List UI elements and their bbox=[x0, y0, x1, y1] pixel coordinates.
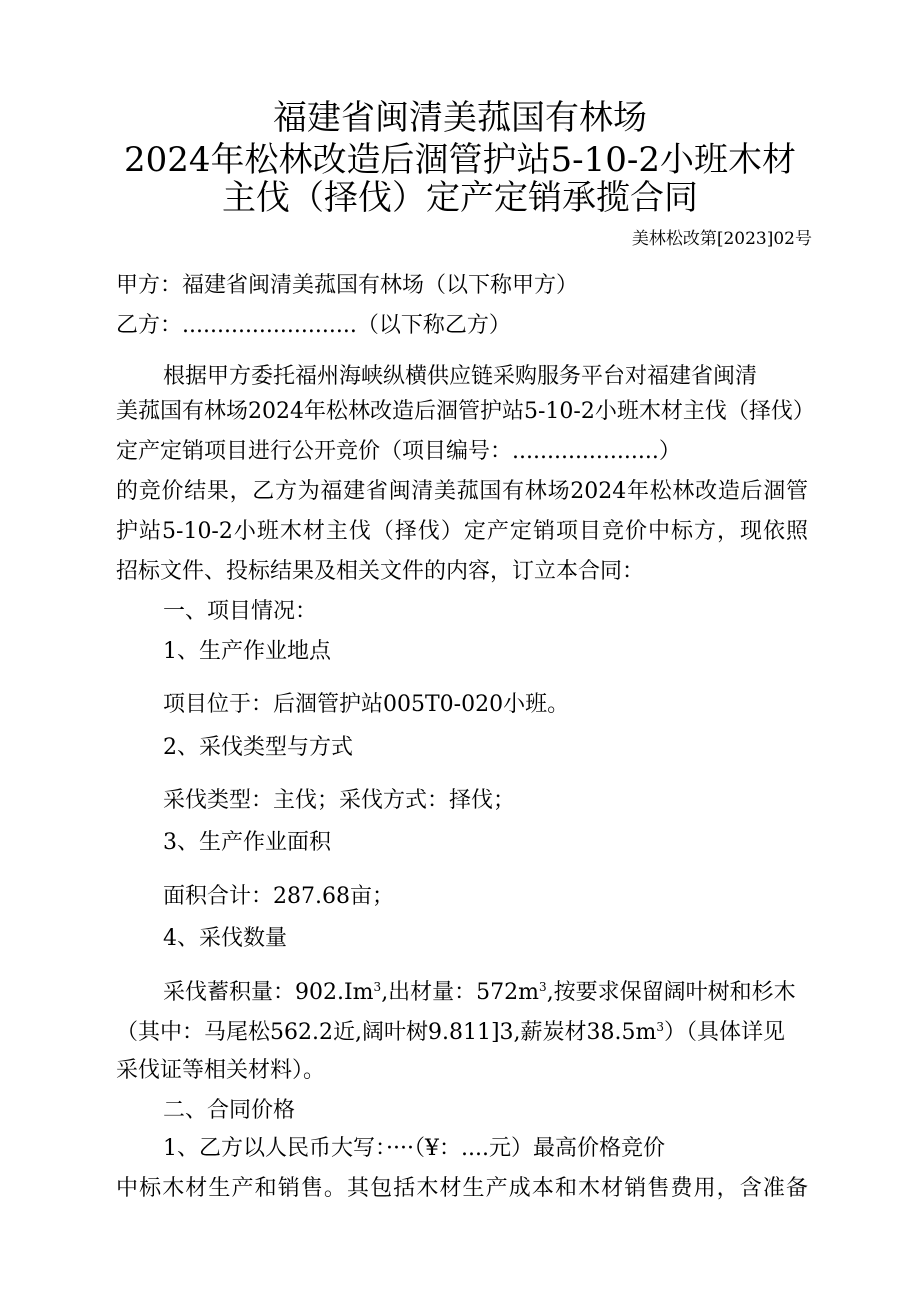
intro-line-3: 定产定销项目进行公开竞价（项目编号：.....................） bbox=[116, 439, 681, 464]
party-b: 乙方：.........................（以下称乙方） bbox=[116, 313, 511, 338]
item-1-text: 项目位于：后涸管护站005T0-020小班。 bbox=[163, 692, 570, 717]
item-4-line-1 bbox=[163, 978, 796, 1008]
intro-line-6: 招标文件、投标结果及相关文件的内容，订立本合同： bbox=[116, 559, 645, 584]
felling-volume-text: 采伐蓄积量：902.Im bbox=[163, 980, 374, 1005]
intro-line-2: 美菰国有林场2024年松林改造后涸管护站5-10-2小班木材主伐（择伐） bbox=[116, 399, 815, 424]
intro-line-1: 根据甲方委托福州海峡纵横供应链采购服务平台对福建省闽清 bbox=[163, 364, 758, 389]
intro-line-4: 的竞价结果，乙方为福建省闽清美菰国有林场2024年松林改造后涸管 bbox=[116, 479, 808, 504]
section-1-heading: 一、项目情况： bbox=[163, 599, 318, 624]
details-reference-text: ）（具体详见 bbox=[664, 1020, 786, 1045]
price-line-1: 1、乙方以人民币大写：····（¥：....元）最高价格竞价 bbox=[163, 1136, 665, 1161]
item-4-heading: 4、采伐数量 bbox=[163, 926, 287, 951]
item-4-line-2 bbox=[116, 1018, 785, 1048]
title-line-1: 福建省闽清美菰国有林场 bbox=[273, 98, 647, 138]
item-3-heading: 3、生产作业面积 bbox=[163, 830, 331, 855]
item-2-text: 采伐类型：主伐；采伐方式：择伐； bbox=[163, 788, 516, 813]
superscript-3: 3 bbox=[373, 980, 382, 994]
party-a: 甲方：福建省闽清美菰国有林场（以下称甲方） bbox=[116, 273, 579, 298]
item-2-heading: 2、采伐类型与方式 bbox=[163, 735, 353, 760]
document-number: 美林松改第[2023]02号 bbox=[631, 229, 812, 249]
superscript-3: 3 bbox=[656, 1020, 665, 1034]
intro-line-5: 护站5-10-2小班木材主伐（择伐）定产定销项目竞价中标方，现依照 bbox=[116, 519, 808, 544]
superscript-3: 3 bbox=[539, 980, 547, 994]
title-line-2: 2024年松林改造后涸管护站5-10-2小班木材 bbox=[123, 140, 797, 180]
item-3-text: 面积合计：287.68亩； bbox=[163, 884, 394, 909]
item-1-heading: 1、生产作业地点 bbox=[163, 639, 331, 664]
title-line-3: 主伐（择伐）定产定销承揽合同 bbox=[222, 178, 698, 218]
species-breakdown-text: （其中：马尾松562.2近,阔叶树9.811]3,薪炭材38.5m bbox=[116, 1020, 657, 1045]
price-line-2: 中标木材生产和销售。其包括木材生产成本和木材销售费用，含准备 bbox=[116, 1176, 808, 1201]
retention-text: ,按要求保留阔叶树和杉木 bbox=[546, 980, 796, 1005]
item-4-line-3: 采伐证等相关材料）。 bbox=[116, 1058, 326, 1083]
section-2-heading: 二、合同价格 bbox=[163, 1098, 296, 1123]
timber-output-text: ,出材量：572m bbox=[381, 980, 540, 1005]
